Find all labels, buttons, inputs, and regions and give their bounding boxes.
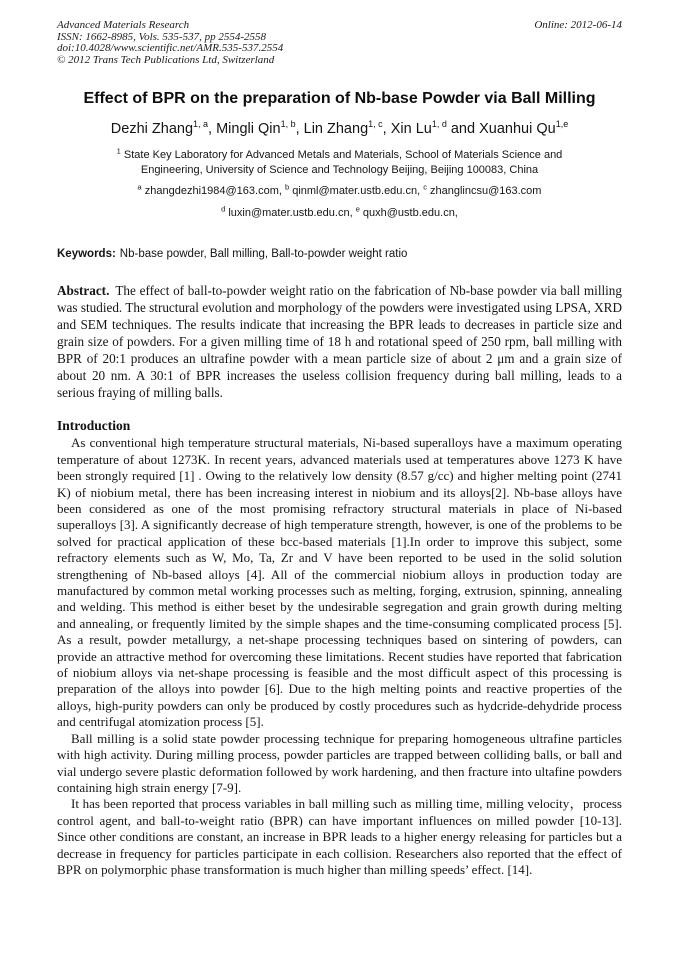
abstract-paragraph (57, 282, 622, 401)
intro-paragraph-3: It has been reported that process variables in ball milling such as milling time, milling velocity，process control agent, and ball-to-weight ratio (BPR) can have important influences on milled powder [10-13]. Since other conditions are constant, an increase in BPR leads to a higher energy releasing for particles but a decrease in frequency for particles participate in each collision. Researchers also reported that the effect of BPR on polymorphic phase transformation is much higher than milling speeds’ effect. [14]. (57, 796, 622, 877)
doi-line: doi:10.4028/www.scientific.net/AMR.535-537.2554 (57, 42, 284, 55)
keywords-text: Nb-base powder, Ball milling, Ball-to-powder weight ratio (119, 248, 408, 261)
abstract-label: Abstract. (57, 283, 110, 299)
intro-paragraph-1: As conventional high temperature structural materials, Ni-based superalloys have a maximum operating temperature of about 1273K. In recent years, advanced materials used at temperatures above 1273 K have been strongly required [1] . Owing to the relatively low density (8.57 g/cc) and higher melting point (2741 K) of niobium metal, there has been increasing interest in niobium and its alloys[2]. Nb-base alloys have been considered as one of the most promising refractory structural materials in place of Ni-based superalloys [3]. A significantly decrease of high temperature strength, however, is one of the problems to be solved for practical application of these bcc-based materials [1].In order to improve this subject, some refractory elements such as W, Mo, Ta, Zr and V have been reported to be used in the solid solution strengthening of Nb-based alloys [4]. All of the commercial niobium alloys in production today are manufactured by common metal working processes such as melting, forging, extrusion, spinning, annealing and welding. This method is either beset by the undesirable segregation and grain growth during melting and annealing, or frequently limited by the simple shapes and the time-consuming complicated process [5]. As a result, powder metallurgy, a net-shape processing techniques based on sintering of powders, can provide an attractive method for overcoming these limitations. Recent studies have reported that fabrication of niobium alloys via net-shape processing is feasible and the most difficult aspect of this processing is preparation of the alloys into powder [6]. Due to the high melting points and reactive properties of the alloys, high-purity powders can only be produced by costly procedures such as hydcride-dehydride process and centrifugal atomization process [5]. (57, 435, 622, 730)
authors-line: Dezhi Zhang$^{1, a}$, Mingli Qin$^{1, b}$, Lin Zhang$^{1, c}$, Xin Lu$^{1, d}$ and Xuanhui Qu$^{1,e}$ (110, 119, 569, 138)
issn-line: ISSN: 1662-8985, Vols. 535-537, pp 2554-2558 (57, 30, 266, 43)
journal-header (57, 20, 622, 66)
affiliation-line-1: $^1$ State Key Laboratory for Advanced Metals and Materials, School of Materials Science and (116, 146, 563, 162)
copyright-line: © 2012 Trans Tech Publications Ltd, Switzerland (57, 53, 275, 66)
emails-line-1: $^a$ zhangdezhi1984@163.com, $^b$ qinml@mater.ustb.edu.cn, $^c$ zhanglincsu@163.com (137, 182, 542, 198)
affiliation-line-2: Engineering, University of Science and Technology Beijing, Beijing 100083, China (140, 164, 539, 177)
abstract-text: The effect of ball-to-powder weight ratio on the fabrication of Nb-base powder via ball milling was studied. The structural evolution and morphology of the powders were investigated using LPSA, XRD and SEM techniques. The results indicate that increasing the BPR leads to decreases in particle size and grain size of powders. For a given milling time of 18 h and rotational speed of 250 rpm, ball milling with BPR of 20:1 produces an ultrafine powder with a mean particle size of about 2 μm and a grain size of about 20 nm. A 30:1 of BPR increases the useless collision frequency during ball milling, leads to a serious fraying of milling balls. (57, 283, 622, 401)
paper-title: Effect of BPR on the preparation of Nb-base Powder via Ball Milling (83, 90, 596, 108)
section-heading-introduction: Introduction (57, 418, 131, 434)
journal-name: Advanced Materials Research (57, 19, 190, 31)
keywords-line (57, 247, 622, 262)
journal-header-left (57, 20, 283, 66)
intro-paragraph-2: Ball milling is a solid state powder processing technique for preparing homogeneous ultrafine particles with high activity. During milling process, powder particles are trapped between colliding balls, or ball and vial undergo severe plastic deformation followed by work hardening, and then fracture into ultafine powders containing high strain energy [7-9]. (57, 730, 622, 795)
online-date: Online: 2012-06-14 (534, 19, 622, 31)
keywords-label: Keywords: (57, 248, 116, 261)
emails-line-2: $^d$ luxin@mater.ustb.edu.cn, $^e$ quxh@ustb.edu.cn, (221, 204, 458, 220)
